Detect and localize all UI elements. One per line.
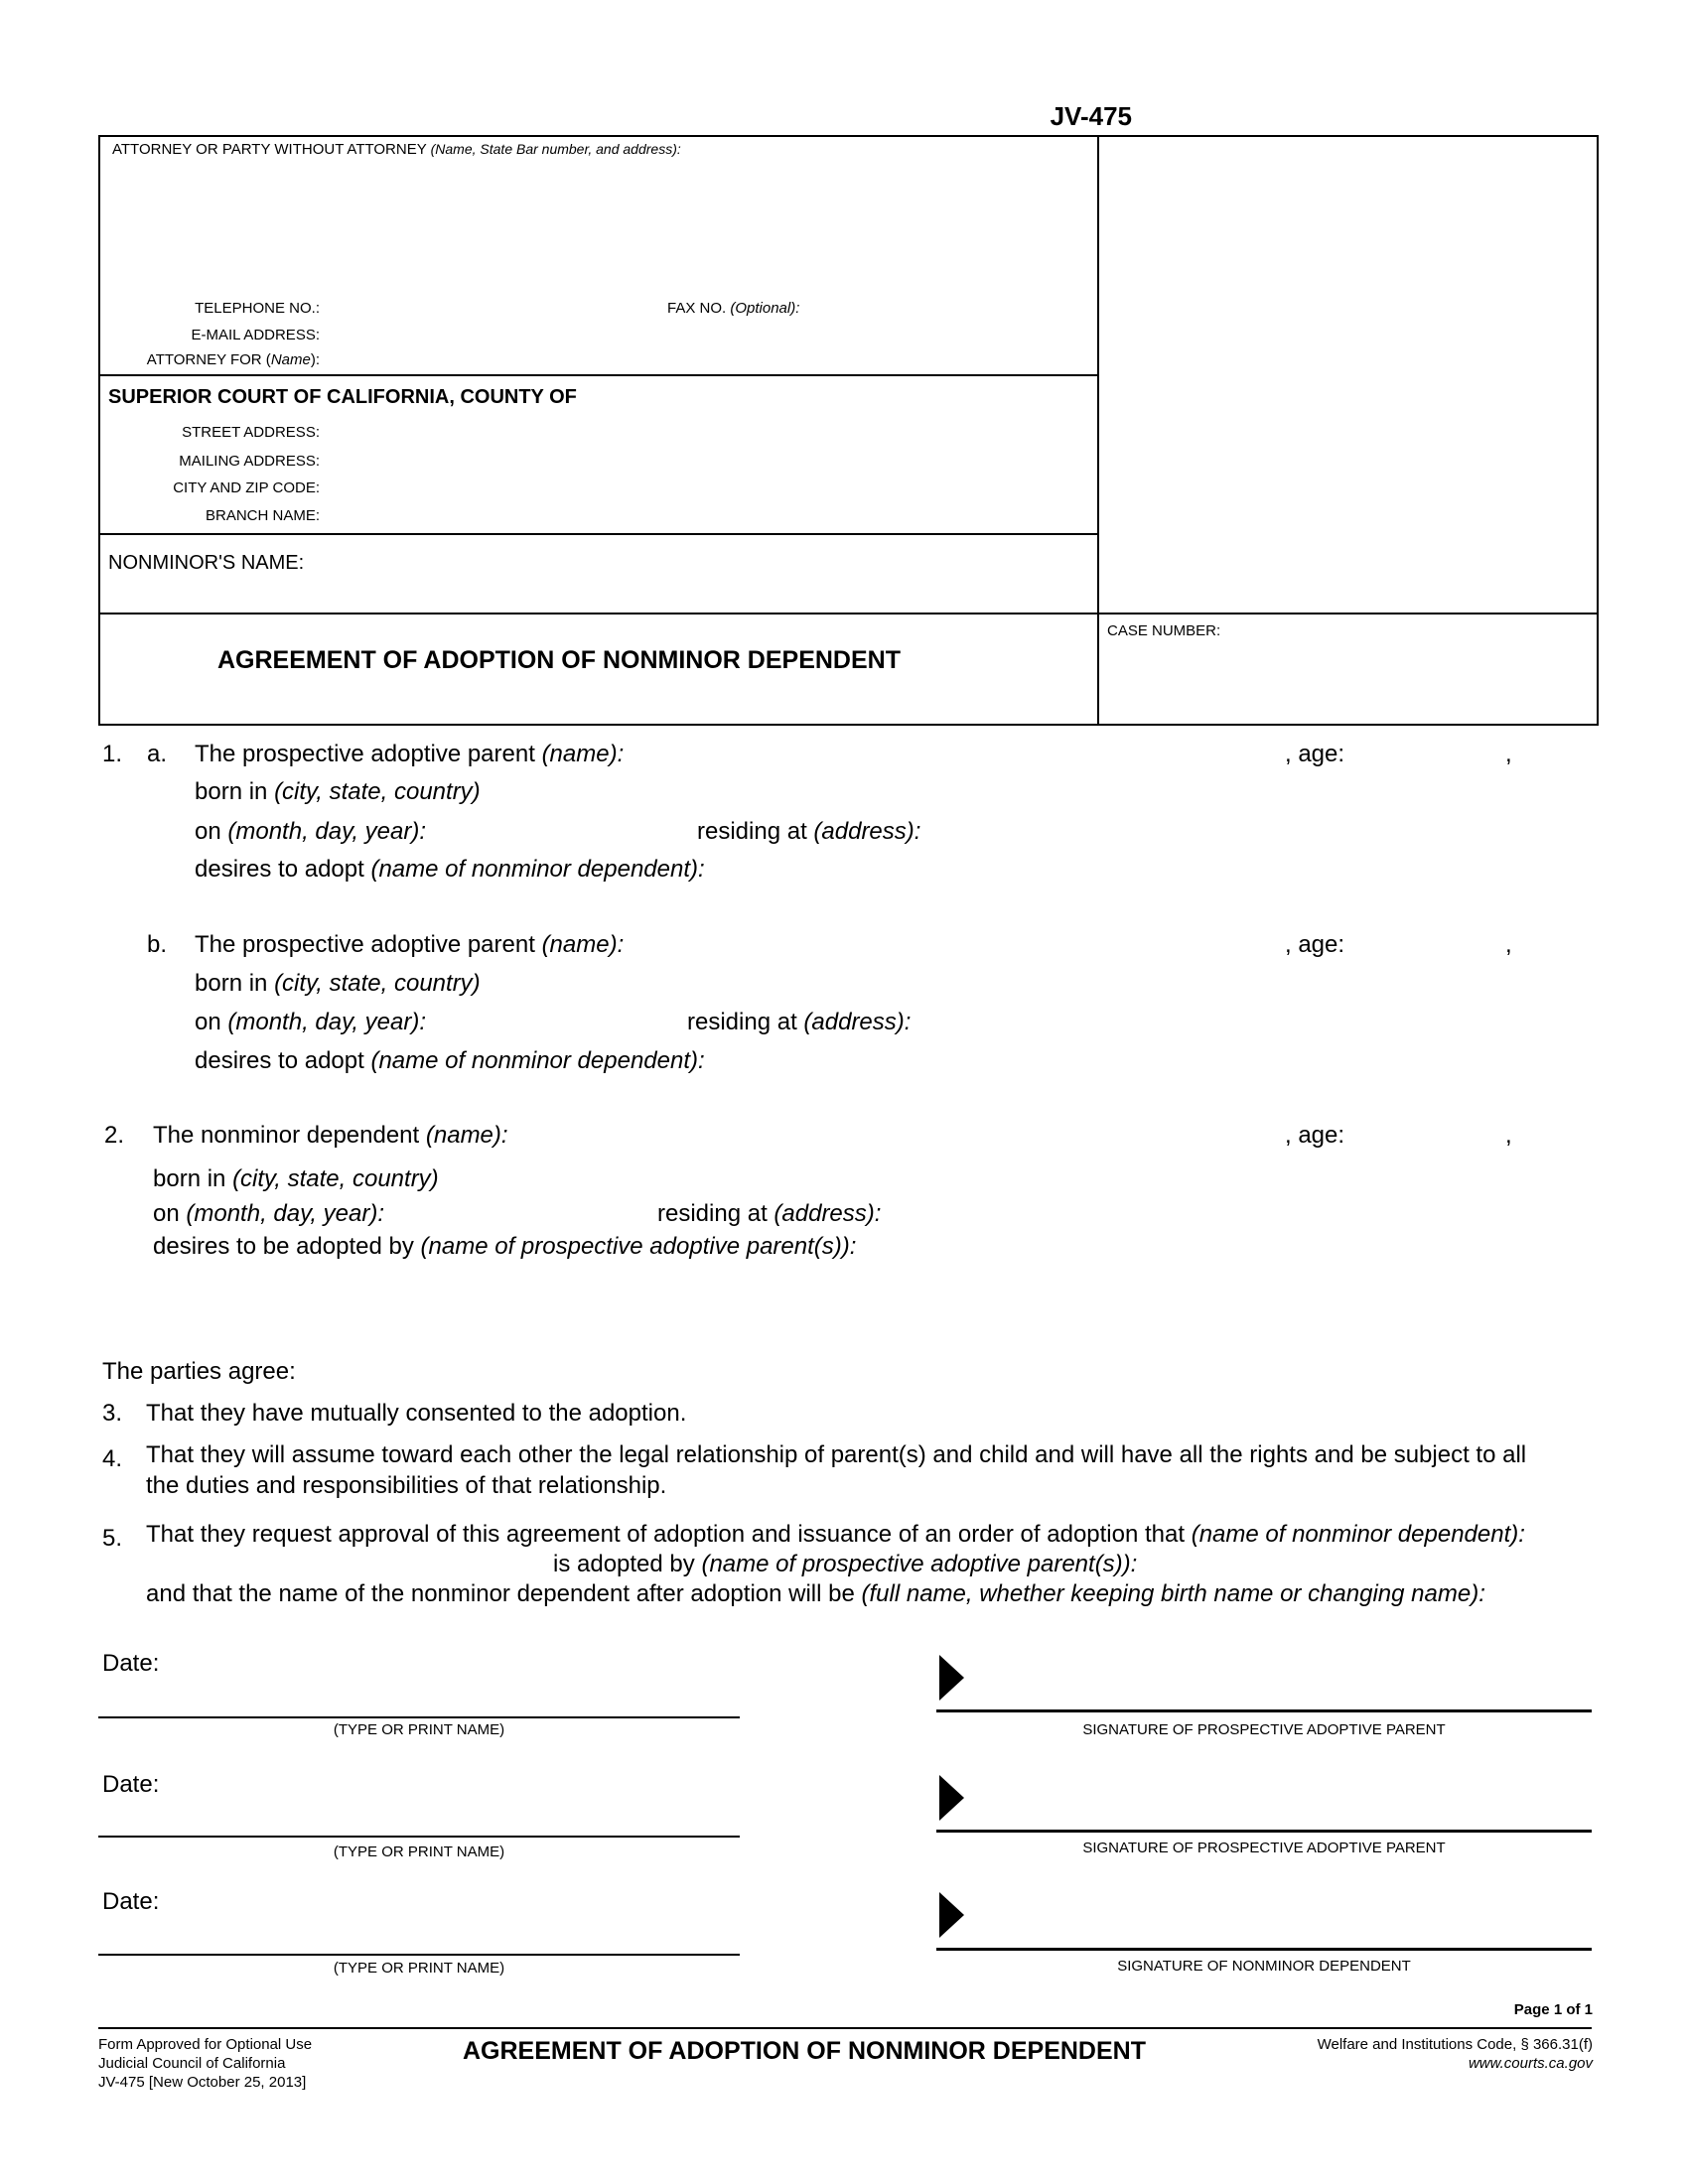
caption-outer-box — [98, 135, 1599, 726]
nonminor-name-label: NONMINOR'S NAME: — [108, 552, 305, 574]
case-number-label: CASE NUMBER: — [1107, 622, 1221, 639]
item2-comma: , — [1505, 1122, 1512, 1149]
attorney-for-label: ATTORNEY FOR (Name): — [146, 351, 320, 368]
telephone-label: TELEPHONE NO.: — [195, 300, 320, 317]
print-name-line-1[interactable] — [98, 1716, 740, 1718]
date-label-2: Date: — [102, 1771, 160, 1798]
date-label-3: Date: — [102, 1888, 160, 1915]
attorney-label: ATTORNEY OR PARTY WITHOUT ATTORNEY (Name, State Bar number, and address): — [112, 141, 681, 158]
item1a-comma: , — [1505, 741, 1512, 767]
signature-arrow-icon — [939, 1655, 964, 1701]
item2-residing: residing at (address): — [657, 1200, 882, 1227]
item2-text: The nonminor dependent (name): — [153, 1122, 508, 1149]
print-name-caption-1: (TYPE OR PRINT NAME) — [333, 1721, 505, 1738]
item1a-desires: desires to adopt (name of nonminor dependent): — [195, 856, 705, 883]
item2-born: born in (city, state, country) — [153, 1165, 439, 1192]
item1b-desires: desires to adopt (name of nonminor dependent): — [195, 1047, 705, 1074]
date-label-1: Date: — [102, 1650, 160, 1677]
item1-number: 1. — [102, 741, 123, 767]
item5-line2: is adopted by (name of prospective adoptive parent(s)): — [553, 1551, 1138, 1577]
item4-line2: the duties and responsibilities of that relationship. — [146, 1472, 667, 1499]
email-label: E-MAIL ADDRESS: — [191, 327, 320, 343]
signature-line-3[interactable] — [936, 1948, 1592, 1951]
print-name-caption-3: (TYPE OR PRINT NAME) — [333, 1960, 505, 1977]
caption-divider — [1097, 135, 1099, 726]
court-box-bottom — [98, 533, 1099, 535]
mailing-address-label: MAILING ADDRESS: — [179, 453, 320, 470]
item5-number: 5. — [102, 1525, 123, 1552]
item4-line1: That they will assume toward each other the legal relationship of parent(s) and child and will have all the rights and be subject to all — [146, 1441, 1527, 1468]
court-title: SUPERIOR COURT OF CALIFORNIA, COUNTY OF — [108, 386, 577, 408]
city-zip-label: CITY AND ZIP CODE: — [173, 479, 320, 496]
item1a-parent: The prospective adoptive parent (name): — [195, 741, 625, 767]
signature-caption-3: SIGNATURE OF NONMINOR DEPENDENT — [1117, 1958, 1411, 1975]
signature-line-1[interactable] — [936, 1709, 1592, 1712]
item5-line1: That they request approval of this agreement of adoption and issuance of an order of adoption that (name of nonminor dependent): — [146, 1521, 1525, 1548]
item2-desires: desires to be adopted by (name of prospective adoptive parent(s)): — [153, 1233, 857, 1260]
item1b-age: , age: — [1285, 931, 1345, 958]
print-name-line-3[interactable] — [98, 1954, 740, 1956]
item1b-on: on (month, day, year): — [195, 1009, 427, 1035]
signature-caption-2: SIGNATURE OF PROSPECTIVE ADOPTIVE PARENT — [1082, 1840, 1446, 1856]
item4-number: 4. — [102, 1445, 123, 1472]
item1b-letter: b. — [147, 931, 168, 958]
footer-citation: Welfare and Institutions Code, § 366.31(f) www.courts.ca.gov — [1317, 2036, 1593, 2072]
page-number: Page 1 of 1 — [1513, 2001, 1593, 2018]
item2-age: , age: — [1285, 1122, 1345, 1149]
item5-line3: and that the name of the nonminor dependent after adoption will be (full name, whether keeping birth name or changing name): — [146, 1580, 1485, 1607]
item1a-on: on (month, day, year): — [195, 818, 427, 845]
print-name-caption-2: (TYPE OR PRINT NAME) — [333, 1843, 505, 1860]
courts-link[interactable]: www.courts.ca.gov — [1468, 2055, 1593, 2072]
signature-arrow-icon — [939, 1892, 964, 1938]
form-title: AGREEMENT OF ADOPTION OF NONMINOR DEPENDENT — [217, 646, 901, 674]
item1a-born: born in (city, state, country) — [195, 778, 481, 805]
title-row-top — [98, 613, 1599, 614]
footer-approval: Form Approved for Optional Use Judicial Council of California JV-475 [New October 25, 2013] — [98, 2036, 313, 2091]
item1a-age: , age: — [1285, 741, 1345, 767]
item1a-residing: residing at (address): — [697, 818, 921, 845]
street-address-label: STREET ADDRESS: — [182, 424, 320, 441]
item3-number: 3. — [102, 1400, 123, 1427]
item1b-born: born in (city, state, country) — [195, 970, 481, 997]
attorney-box-bottom — [98, 374, 1099, 376]
branch-name-label: BRANCH NAME: — [205, 507, 320, 524]
item2-number: 2. — [104, 1122, 125, 1149]
form-number: JV-475 — [1050, 101, 1132, 131]
signature-arrow-icon — [939, 1775, 964, 1821]
item2-on: on (month, day, year): — [153, 1200, 385, 1227]
parties-agree: The parties agree: — [102, 1358, 296, 1385]
signature-caption-1: SIGNATURE OF PROSPECTIVE ADOPTIVE PARENT — [1082, 1721, 1446, 1738]
item1b-residing: residing at (address): — [687, 1009, 912, 1035]
item3-text: That they have mutually consented to the adoption. — [146, 1400, 687, 1427]
print-name-line-2[interactable] — [98, 1836, 740, 1838]
item1a-letter: a. — [147, 741, 168, 767]
item1b-comma: , — [1505, 931, 1512, 958]
footer-title: AGREEMENT OF ADOPTION OF NONMINOR DEPENDENT — [463, 2037, 1146, 2065]
footer-rule — [98, 2027, 1592, 2029]
fax-label: FAX NO. (Optional): — [667, 300, 800, 317]
item1b-parent: The prospective adoptive parent (name): — [195, 931, 625, 958]
signature-line-2[interactable] — [936, 1830, 1592, 1833]
